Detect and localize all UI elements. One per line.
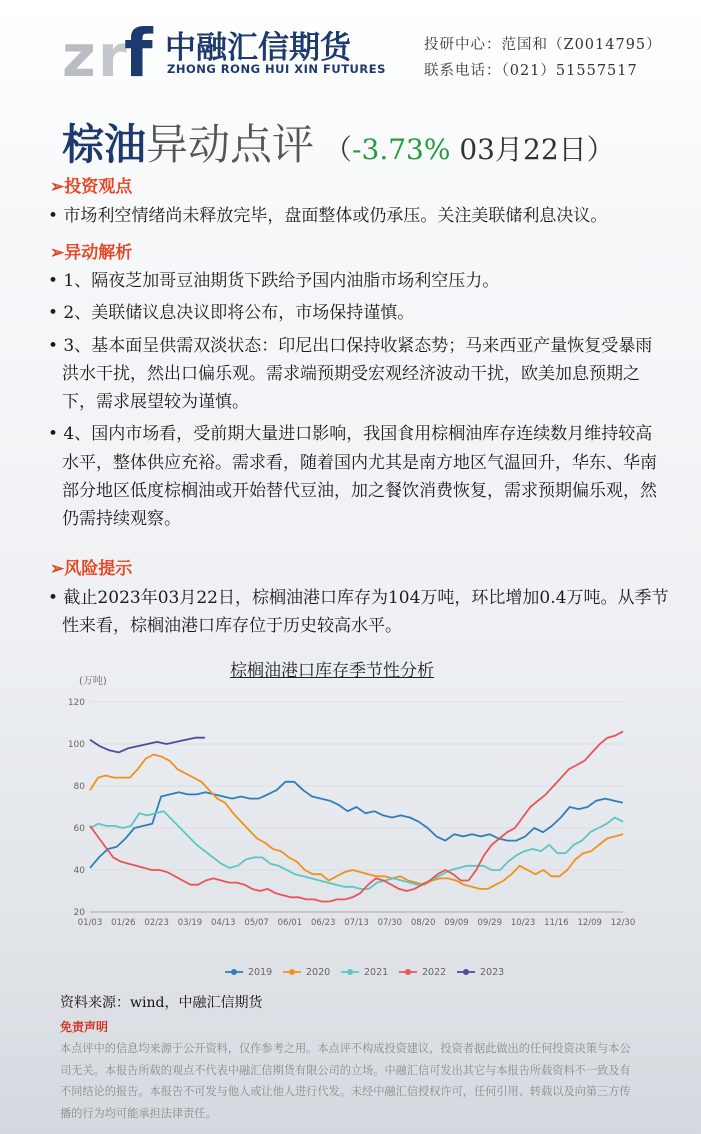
x-tick-label: 02/23 (144, 918, 169, 928)
x-tick-label: 09/09 (444, 918, 469, 928)
analysis-item: • 2、美联储议息决议即将公布，市场保持谨慎。 (48, 303, 415, 324)
x-tick-label: 01/26 (111, 918, 136, 928)
title-date: 03月22日） (450, 133, 615, 166)
view-text: • 市场利空情绪尚未释放完毕，盘面整体或仍承压。关注美联储利息决议。 (48, 206, 608, 226)
legend-marker-2021 (347, 969, 353, 975)
y-tick-label: 120 (67, 698, 85, 708)
x-tick-label: 06/23 (310, 918, 336, 928)
y-tick-label: 60 (73, 824, 85, 834)
series-line-2021 (90, 811, 623, 889)
x-tick-label: 04/13 (211, 918, 236, 928)
y-tick-label: 100 (67, 740, 85, 750)
legend-marker-2022 (405, 969, 411, 975)
x-tick-label: 06/01 (277, 918, 303, 928)
disclaimer-text: 本点评中的信息均来源于公开资料，仅作参考之用。本点评不构成投资建议，投资者据此做出的任何投资决策与本公司无关。本报告所载的观点不代表中融汇信期货有限公司的立场。中融汇信可发出其它与本报告所载资料不一致及有不同结论的报告。本报告不可发与他人或让他人进行代发。未经中融汇信授权许可，任何引用、转载以及向第三方传播的行为均可能承担法律责任。 (60, 1042, 631, 1120)
legend-label-2021: 2021 (364, 967, 389, 978)
section-heading-analysis: ➢异动解析 (50, 243, 133, 263)
analysis-item: • 3、基本面呈供需双淡状态：印尼出口保持收紧态势；马来西亚产量恢复受暴雨洪水干扰，然出口偏乐观。需求端预期受宏观经济波动干扰，欧美加息预期之下，需求展望较为谨慎。 (48, 335, 653, 413)
logo-chinese-name: 中融汇信期货 (165, 30, 351, 66)
x-tick-label: 11/16 (544, 918, 569, 928)
x-tick-label: 10/23 (510, 918, 536, 928)
y-tick-label: 40 (73, 866, 85, 876)
legend-marker-2020 (289, 969, 295, 975)
x-tick-label: 12/09 (577, 918, 602, 928)
title-commodity: 棕油 (62, 120, 147, 169)
price-change-percent: -3.73% (352, 133, 451, 166)
x-tick-label: 12/30 (610, 918, 636, 928)
x-tick-label: 09/29 (477, 918, 502, 928)
legend-label-2020: 2020 (306, 967, 331, 978)
x-tick-label: 03/19 (177, 918, 203, 928)
analysis-list (48, 267, 668, 534)
x-tick-label: 07/13 (344, 918, 369, 928)
y-tick-label: 20 (73, 908, 85, 918)
x-tick-label: 05/07 (244, 918, 269, 928)
section-heading-risk: ➢风险提示 (50, 559, 133, 579)
title-meta (324, 133, 615, 166)
legend-label-2019: 2019 (248, 967, 273, 978)
analysis-item: • 4、国内市场看，受前期大量进口影响，我国食用棕榈油库存连续数月维持较高水平，整体供应充裕。需求看，随着国内尤其是南方地区气温回升，华东、华南部分地区低度棕榈油或开始替代豆油，加之餐饮消费恢复，需求预期偏乐观，然仍需持续观察。 (48, 424, 657, 530)
inventory-seasonal-chart (55, 672, 645, 990)
series-line-2023 (90, 738, 205, 753)
legend-label-2022: 2022 (422, 967, 447, 978)
page-title (62, 112, 615, 172)
logo-f-glyph: f (124, 15, 153, 84)
legend-label-2023: 2023 (480, 967, 505, 978)
series-line-2020 (90, 755, 623, 889)
analysis-item: • 1、隔夜芝加哥豆油期货下跌给予国内油脂市场利空压力。 (48, 271, 500, 291)
chart-title: 棕榈油港口库存季节性分析 (230, 661, 434, 681)
legend-marker-2023 (463, 969, 469, 975)
y-tick-label: 80 (73, 782, 85, 792)
title-topic: 异动点评 (146, 120, 315, 169)
contact-phone: 联系电话：（021）51557517 (424, 63, 638, 79)
y-axis-unit: (万吨) (79, 676, 107, 687)
logo-english-name: ZHONG RONG HUI XIN FUTURES (167, 62, 386, 76)
contact-researcher: 投研中心：范国和（Z0014795） (424, 37, 662, 53)
section-heading-view: ➢投资观点 (50, 177, 133, 197)
x-tick-label: 08/20 (410, 918, 436, 928)
disclaimer-heading: 免责声明 (60, 1020, 109, 1034)
x-tick-label: 07/30 (377, 918, 403, 928)
title-paren: （ (324, 133, 353, 166)
legend-marker-2019 (231, 969, 237, 975)
x-tick-label: 01/03 (77, 918, 103, 928)
logo-z-glyph: z (62, 22, 96, 84)
risk-text: • 截止2023年03月22日，棕榈油港口库存为104万吨，环比增加0.4万吨。从季节性来看，棕榈油港口库存位于历史较高水平。 (48, 588, 669, 637)
data-source: 资料来源：wind，中融汇信期货 (60, 995, 263, 1011)
logo-r-glyph: r (98, 22, 127, 84)
series-line-2019 (90, 782, 623, 868)
